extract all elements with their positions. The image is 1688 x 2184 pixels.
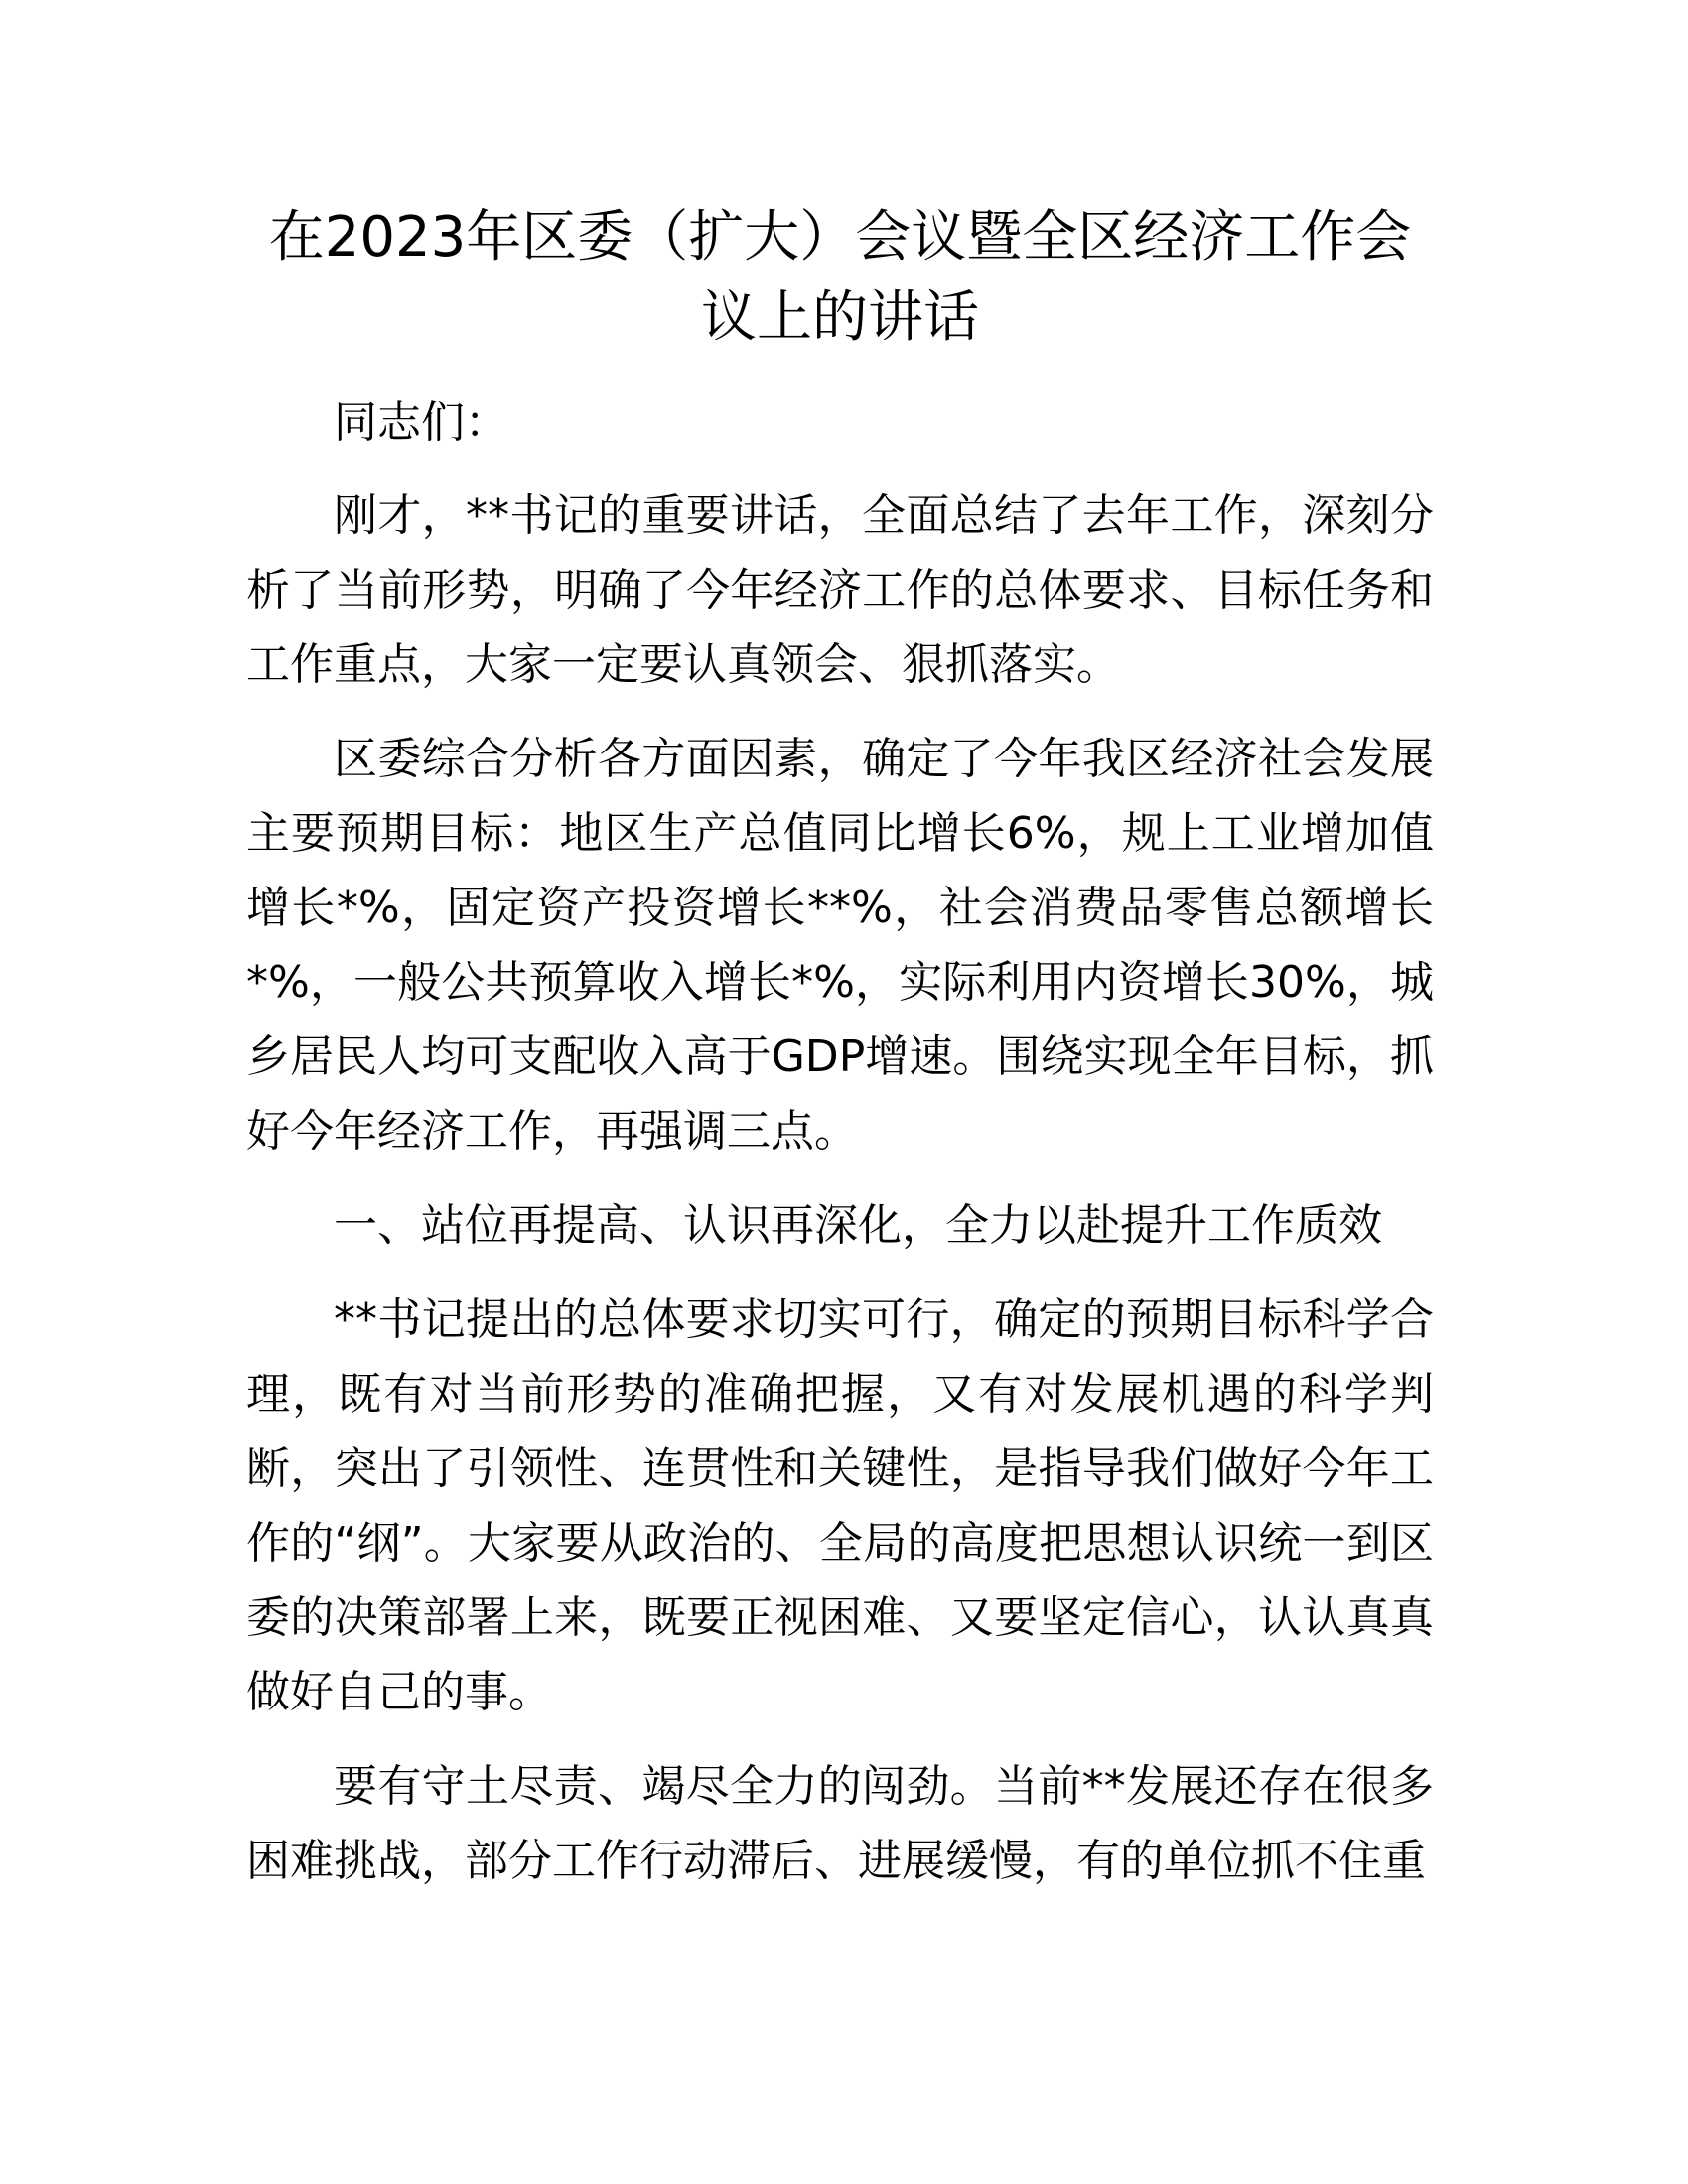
salutation: 同志们：	[334, 397, 508, 448]
body-paragraph: 刚才，**书记的重要讲话，全面总结了去年工作，深刻分析了当前形势，明确了今年经济工作的总体要求、目标任务和工作重点，大家一定要认真领会、狠抓落实。	[246, 490, 1434, 690]
body-paragraph: **书记提出的总体要求切实可行，确定的预期目标科学合理，既有对当前形势的准确把握，又有对发展机遇的科学判断，突出了引领性、连贯性和关键性，是指导我们做好今年工作的“纲”。大家要从政治的、全局的高度把思想认识统一到区委的决策部署上来，既要正视困难、又要坚定信心，认认真真做好自己的事。	[246, 1295, 1434, 1717]
document-title: 在2023年区委（扩大）会议暨全区经济工作会议上的讲话	[268, 205, 1412, 349]
body-paragraph: 要有守土尽责、竭尽全力的闯劲。当前**发展还存在很多困难挑战，部分工作行动滞后、进展缓慢，有的单位抓不住重	[246, 1761, 1434, 1886]
body-paragraph: 区委综合分析各方面因素，确定了今年我区经济社会发展主要预期目标：地区生产总值同比增长6%，规上工业增加值增长*%，固定资产投资增长**%，社会消费品零售总额增长*%，一般公共预算收入增长*%，实际利用内资增长30%，城乡居民人均可支配收入高于GDP增速。围绕实现全年目标，抓好今年经济工作，再强调三点。	[246, 734, 1434, 1157]
section-heading: 一、站位再提高、认识再深化，全力以赴提升工作质效	[334, 1200, 1382, 1251]
document-body	[246, 385, 1434, 1918]
